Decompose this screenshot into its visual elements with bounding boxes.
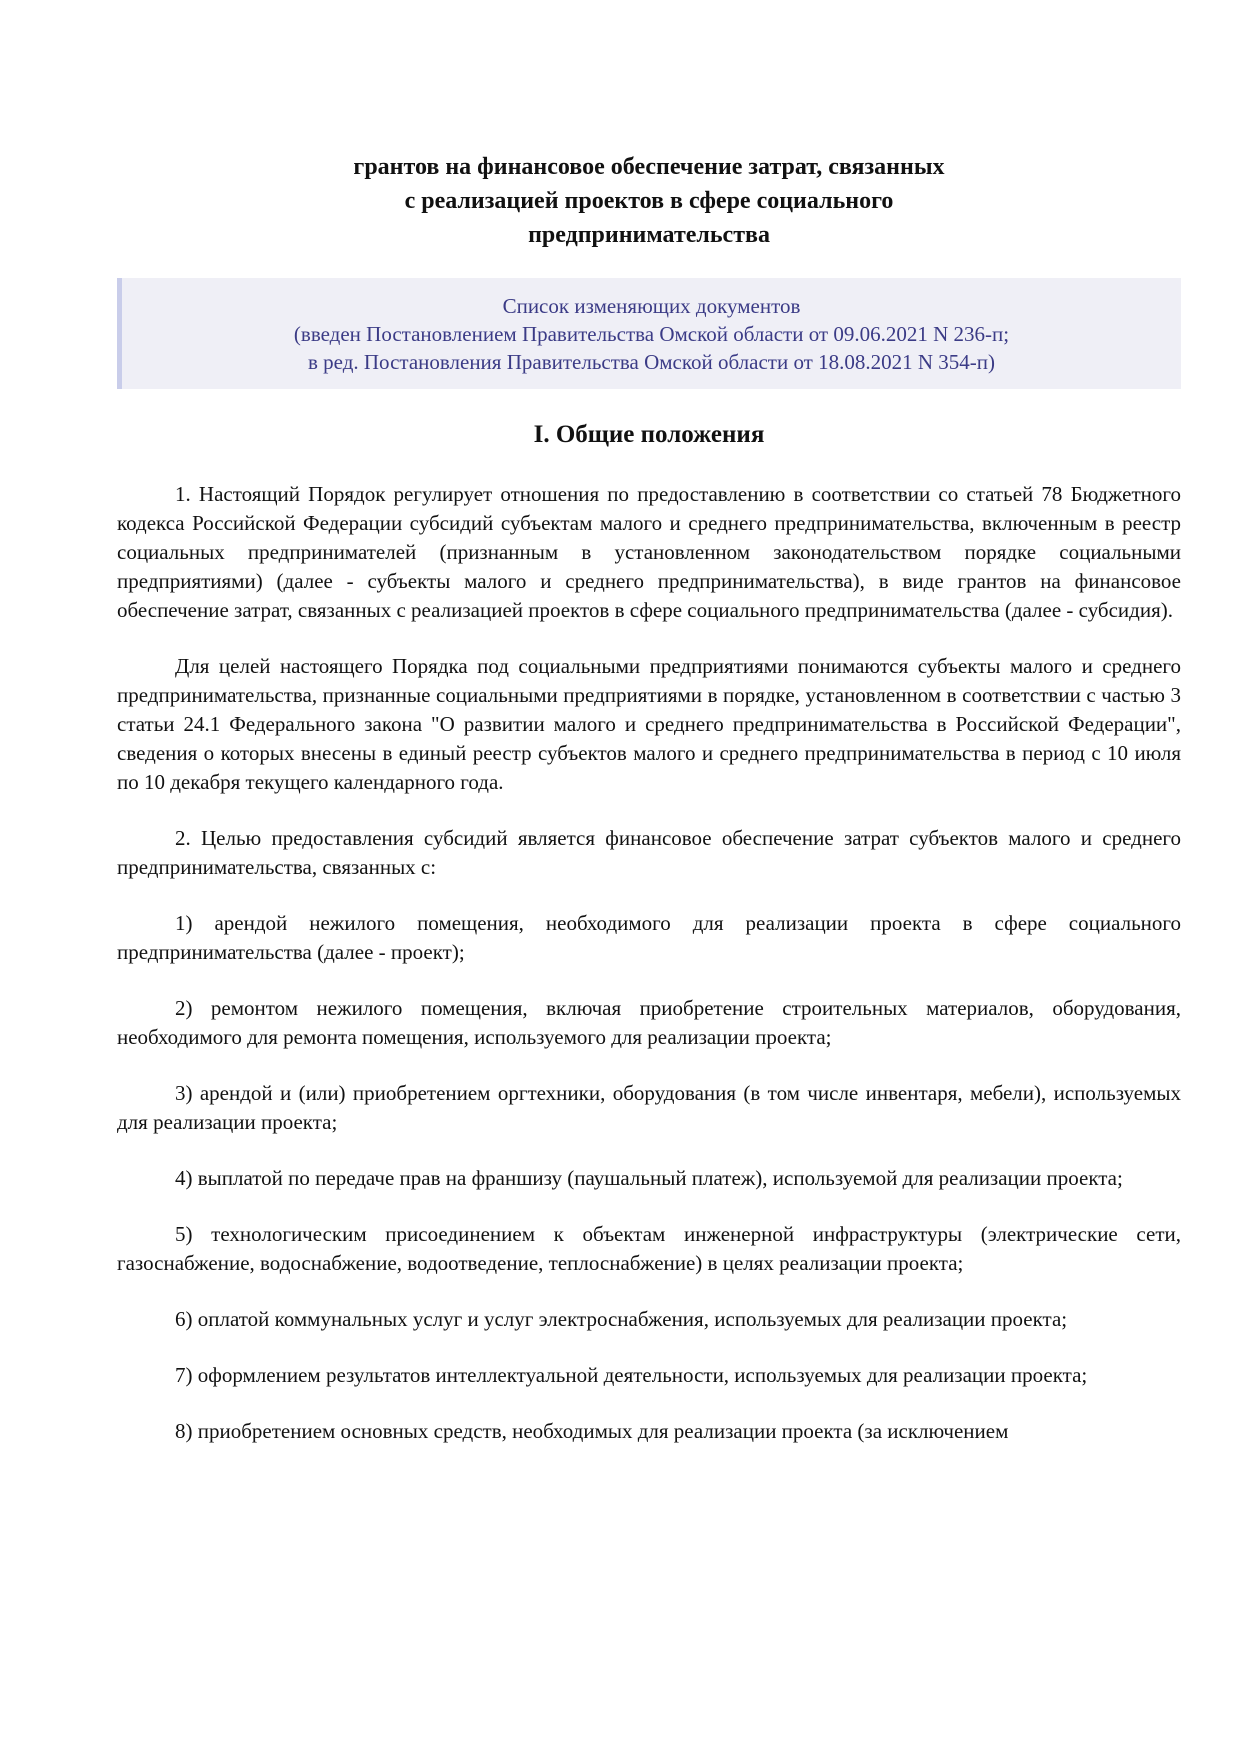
amendments-box	[117, 278, 1181, 389]
title-line: предпринимательства	[528, 222, 770, 248]
paragraph: 5) технологическим присоединением к объектам инженерной инфраструктуры (электрические сети, газоснабжение, водоснабжение, водоотведение, теплоснабжение) в целях реализации проекта;	[117, 1222, 1181, 1275]
paragraph: 1. Настоящий Порядок регулирует отношения по предоставлению в соответствии со статьей 78 Бюджетного кодекса Российской Федерации субсидий субъектам малого и среднего предпринимательства, включенным в реестр социальных предпринимателей (признанным в установленном законодательством порядке социальными предприятиями) (далее - субъекты малого и среднего предпринимательства), в виде грантов на финансовое обеспечение затрат, связанных с реализацией проектов в сфере социального предпринимательства (далее - субсидия).	[117, 482, 1181, 622]
paragraph: 1) арендой нежилого помещения, необходимого для реализации проекта в сфере социального предпринимательства (далее - проект);	[117, 911, 1181, 964]
paragraph: 2. Целью предоставления субсидий является финансовое обеспечение затрат субъектов малого и среднего предпринимательства, связанных с:	[117, 826, 1181, 879]
paragraph: 4) выплатой по передаче прав на франшизу (паушальный платеж), используемой для реализации проекта;	[175, 1166, 1123, 1190]
title-line: грантов на финансовое обеспечение затрат, связанных	[353, 154, 945, 180]
amendment-line: в ред. Постановления Правительства Омской области от 18.08.2021 N 354-п)	[307, 350, 995, 374]
section-heading: I. Общие положения	[533, 421, 765, 448]
title-line: с реализацией проектов в сфере социального	[404, 188, 894, 214]
document-body	[117, 480, 1181, 1473]
amendments-title: Список изменяющих документов	[502, 294, 801, 318]
document-title	[117, 150, 1181, 252]
paragraph: 3) арендой и (или) приобретением оргтехники, оборудования (в том числе инвентаря, мебели), используемых для реализации проекта;	[117, 1081, 1181, 1134]
amendment-line: (введен Постановлением Правительства Омской области от 09.06.2021 N 236-п;	[293, 322, 1010, 346]
paragraph: 6) оплатой коммунальных услуг и услуг электроснабжения, используемых для реализации проекта;	[175, 1307, 1068, 1331]
paragraph: 7) оформлением результатов интеллектуальной деятельности, используемых для реализации проекта;	[175, 1363, 1088, 1387]
paragraph: 2) ремонтом нежилого помещения, включая приобретение строительных материалов, оборудования, необходимого для ремонта помещения, используемого для реализации проекта;	[117, 996, 1181, 1049]
paragraph: Для целей настоящего Порядка под социальными предприятиями понимаются субъекты малого и среднего предпринимательства, признанные социальными предприятиями в порядке, установленном в соответствии с частью 3 статьи 24.1 Федерального закона "О развитии малого и среднего предпринимательства в Российской Федерации", сведения о которых внесены в единый реестр субъектов малого и среднего предпринимательства в период с 10 июля по 10 декабря текущего календарного года.	[117, 654, 1181, 794]
paragraph: 8) приобретением основных средств, необходимых для реализации проекта (за исключением	[175, 1419, 1009, 1443]
